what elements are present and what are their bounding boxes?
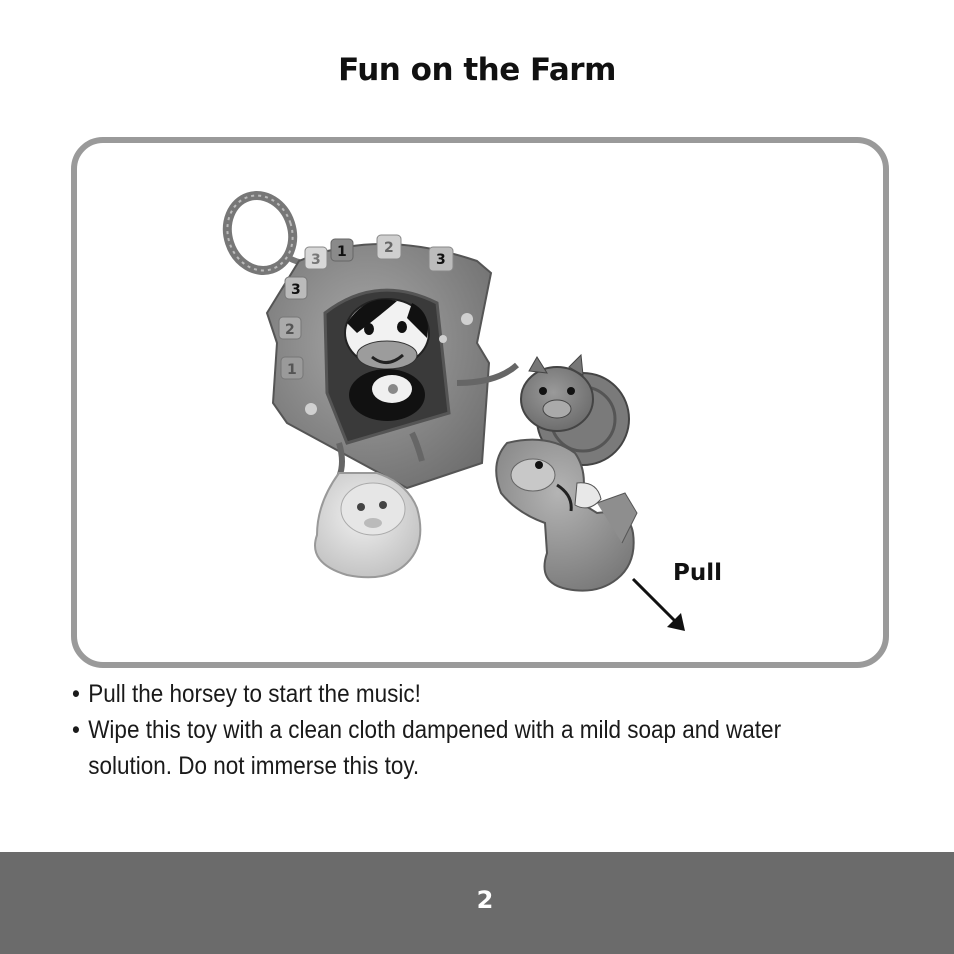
horse-icon — [496, 440, 637, 591]
svg-text:2: 2 — [384, 240, 394, 256]
barn-body — [267, 235, 491, 488]
svg-text:1: 1 — [337, 244, 347, 260]
pull-arrow-icon — [633, 579, 685, 631]
svg-text:1: 1 — [287, 362, 297, 378]
instruction-item — [72, 712, 792, 784]
instruction-text: Pull the horsey to start the music! — [88, 680, 421, 708]
page-title: Fun on the Farm — [338, 52, 616, 88]
bullet-icon: • — [72, 680, 80, 708]
instruction-item — [72, 676, 792, 712]
svg-text:2: 2 — [285, 322, 295, 338]
svg-text:3: 3 — [436, 252, 446, 268]
instruction-text: Wipe this toy with a clean cloth dampened with a mild soap and water solution. Do not immerse this toy. — [88, 716, 782, 780]
lamb-icon — [315, 473, 420, 577]
instruction-list — [72, 676, 792, 784]
toy-illustration-frame — [71, 137, 889, 668]
pull-label: Pull — [673, 560, 722, 586]
page-number: 2 — [476, 886, 494, 914]
svg-text:3: 3 — [291, 282, 301, 298]
svg-text:3: 3 — [311, 252, 321, 268]
bullet-icon: • — [72, 716, 80, 744]
footer-bar — [0, 852, 954, 954]
farm-toy-illustration — [77, 143, 883, 662]
